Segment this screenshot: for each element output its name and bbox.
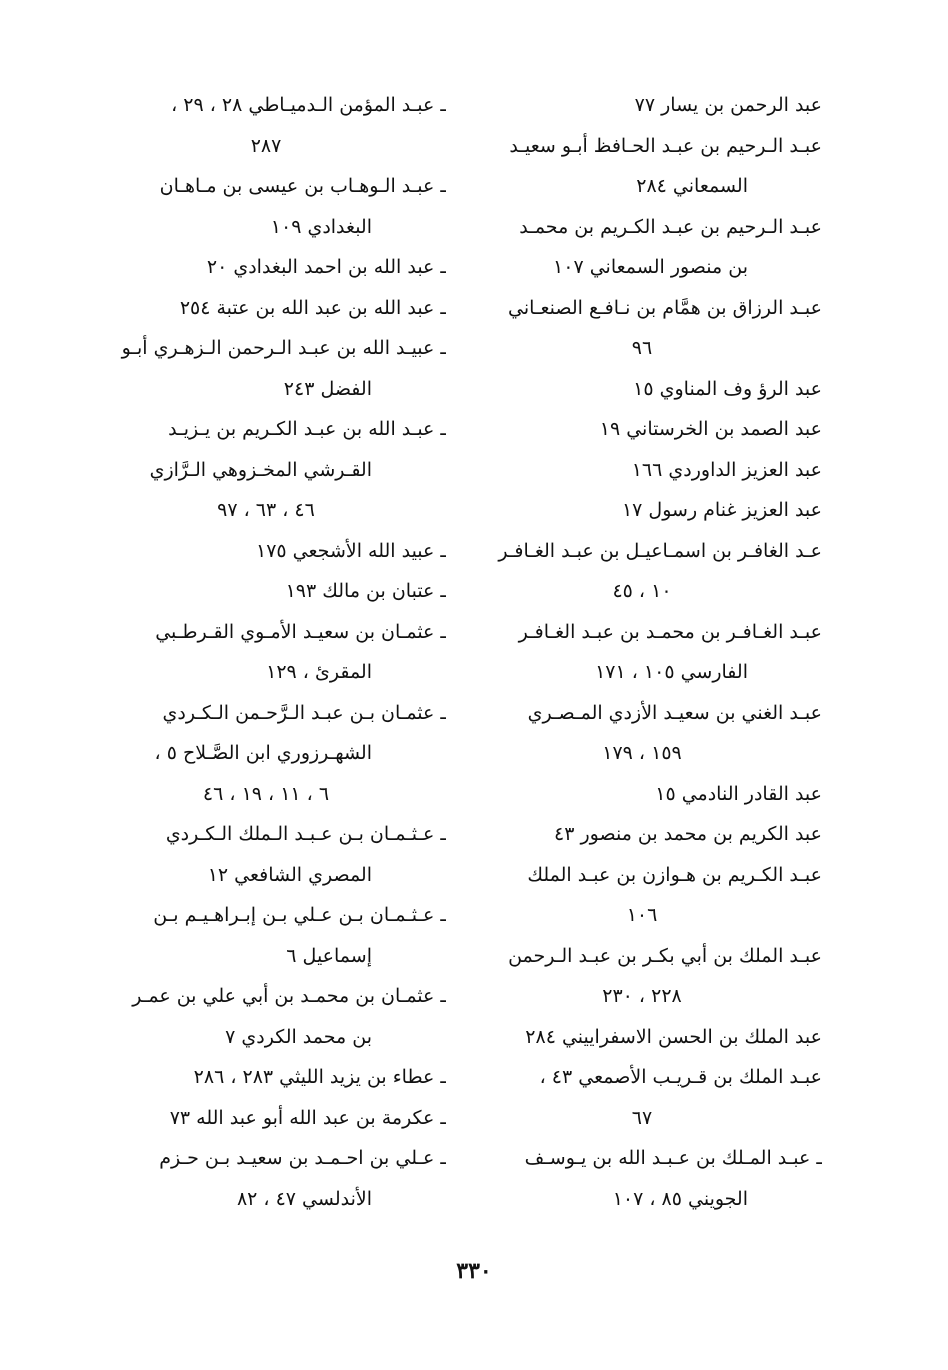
index-entry: ـ عبـد الله بن عبـد الكـريم بن يـزيـد — [168, 418, 446, 440]
index-entry: عبـد الـرحيم بن عبـد الحـافظ أبـو سعيـد — [509, 134, 822, 157]
index-entry: ـ عبيـد الله بن عبـد الـرحمن الـزهـري أبـو — [121, 337, 446, 359]
index-entry: عبد القادر النادمي ١٥ — [655, 782, 822, 805]
index-entry: عبـد الغني بن سعيـد الأزدي المـصـري — [527, 701, 822, 724]
page-number: ٣٣٠ — [456, 1258, 492, 1284]
index-entry-continuation: البغدادي ١٠٩ — [270, 215, 372, 238]
index-entry-continuation: ١٠٦ — [626, 904, 658, 926]
index-entry: ـ عـثـمـان بـن عـلي بـن إبـراهـيـم بـن — [153, 904, 446, 926]
index-column-right — [462, 85, 822, 1219]
index-entry: ـ عتبان بن مالك ١٩٣ — [285, 580, 446, 602]
index-entry: ـ عبـد الـوهـاب بن عيسى بن مـاهـان — [159, 175, 446, 197]
index-column-left — [86, 85, 446, 1219]
index-entry: عبد العزيز غنام رسول ١٧ — [621, 499, 822, 521]
index-entry: ـ عـثـمـان بـن عـبـد الـملك الـكـردي — [165, 823, 446, 845]
index-entry-continuation: الشهـرزوري ابن الصَّـلاح ٥ ، — [154, 742, 372, 764]
index-entry: عبد العزيز الداوردي ١٦٦ — [631, 458, 822, 481]
index-entry-continuation: الأندلسي ٤٧ ، ٨٢ — [236, 1187, 372, 1210]
index-entry-continuation: ٢٢٨ ، ٢٣٠ — [602, 985, 682, 1007]
index-entry: عبد الصمد بن الخرستاني ١٩ — [599, 418, 822, 440]
index-entry-continuation: الفضل ٢٤٣ — [283, 377, 372, 400]
index-entry-continuation: الفارسي ١٠٥ ، ١٧١ — [595, 661, 748, 683]
index-entry: عبـد الملك بن أبي بكـر بن عبـد الـرحمن — [508, 944, 822, 967]
index-entry-continuation: الجويني ٨٥ ، ١٠٧ — [612, 1187, 748, 1210]
index-entry-continuation: بن محمد الكردي ٧ — [225, 1025, 372, 1048]
index-entry: ـ عـلي بن احـمـد بن سعيـد بـن حـزم — [159, 1147, 446, 1169]
index-entry-continuation: بن منصور السمعاني ١٠٧ — [553, 256, 748, 278]
index-entry: ـ عثمـان بن محمـد بن أبي علي بن عمـر — [132, 985, 446, 1007]
index-entry: ـ عبـد المؤمن الـدميـاطي ٢٨ ، ٢٩ ، — [171, 94, 446, 116]
index-entry-continuation: ٤٦ ، ٦٣ ، ٩٧ — [217, 499, 315, 521]
index-entry: عبد الكريم بن محمد بن منصور ٤٣ — [554, 823, 822, 845]
index-entry: عبـد الغـافـر بن محمـد بن عبـد الغـافـر — [518, 620, 822, 643]
index-entry: ـ عبد الله بن احمد البغدادي ٢٠ — [206, 256, 446, 278]
index-entry-continuation: ٦٧ — [631, 1106, 653, 1129]
index-entry: ـ عكرمة بن عبد الله أبو عبد الله ٧٣ — [169, 1106, 446, 1129]
index-entry: عبد الملك بن الحسن الاسفراييني ٢٨٤ — [525, 1025, 822, 1048]
index-entry: عبـد الملك بن قـريـب الأصمعي ٤٣ ، — [539, 1066, 822, 1088]
index-entry-continuation: المصري الشافعي ١٢ — [207, 863, 372, 886]
index-entry-continuation: القـرشي المخـزوهي الـرَّازي — [149, 458, 372, 481]
index-entry: ـ عثمـان بـن عبـد الـرَّحـمن الـكـردي — [162, 701, 446, 724]
index-entry: عبد الرحمن بن يسار ٧٧ — [634, 94, 822, 116]
index-entry: ـ عبيد الله الأشجعي ١٧٥ — [256, 539, 446, 562]
index-entry-continuation: ١٥٩ ، ١٧٩ — [602, 742, 682, 764]
index-entry-continuation: إسماعيل ٦ — [286, 944, 372, 967]
index-entry-continuation: المقرئ ، ١٢٩ — [266, 661, 372, 683]
index-entry-continuation: ٦ ، ١١ ، ١٩ ، ٤٦ — [202, 782, 330, 805]
index-entry: ـ عبد الله بن عبد الله بن عتبة ٢٥٤ — [179, 296, 446, 319]
index-entry: عـد الغافـر بن اسمـاعيـل بن عبـد الغـافـر — [498, 539, 822, 562]
index-entry: عبـد الكـريم بن هـوازن بن عبـد الملك — [527, 863, 822, 886]
index-entry-continuation: ١٠ ، ٤٥ — [612, 580, 672, 602]
index-entry: عبد الرؤ وف المناوي ١٥ — [633, 377, 822, 400]
index-entry: ـ عطاء بن يزيد الليثي ٢٨٣ ، ٢٨٦ — [193, 1066, 446, 1088]
index-entry: عبـد الرزاق بن همَّام بن نـافـع الصنعـاني — [508, 296, 822, 319]
index-entry-continuation: ٢٨٧ — [250, 134, 282, 157]
index-entry-continuation: السمعاني ٢٨٤ — [636, 175, 748, 197]
index-entry: عبـد الـرحيم بن عبـد الكـريم بن محمـد — [519, 215, 822, 238]
index-entry: ـ عثمـان بن سعيـد الأمـوي القـرطـبي — [155, 620, 446, 643]
index-entry-continuation: ٩٦ — [631, 337, 653, 359]
index-entry: ـ عبـد المـلك بن عـبـد الله بن يـوسـف — [524, 1147, 822, 1169]
